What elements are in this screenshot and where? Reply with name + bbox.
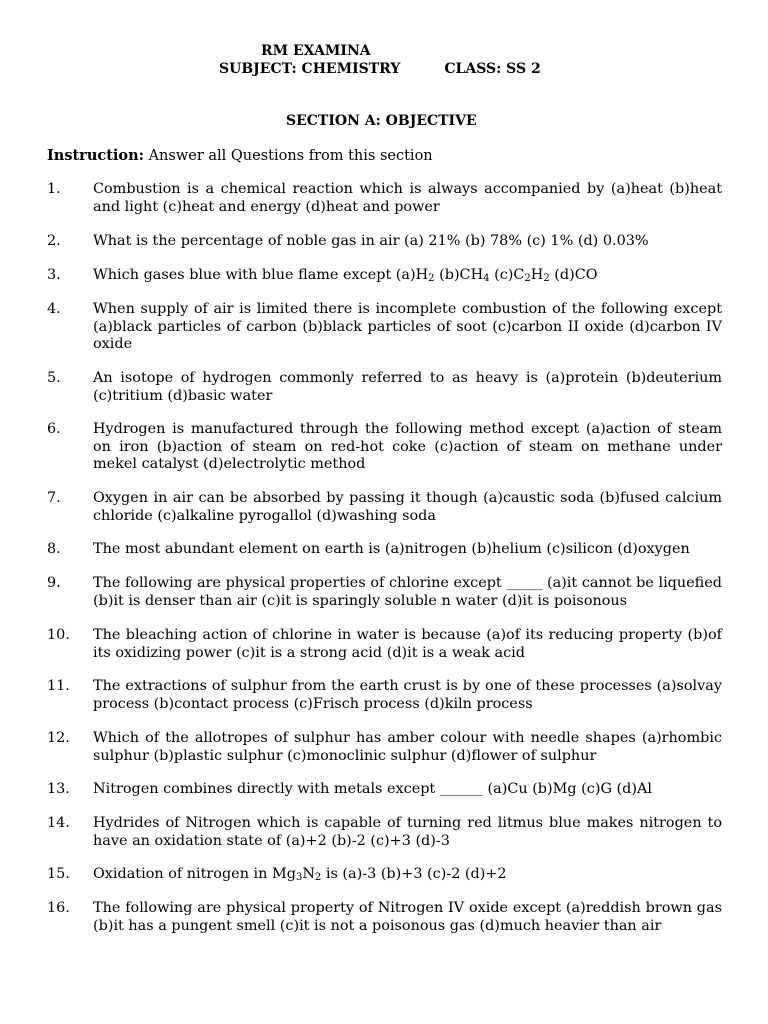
subject-class-line [219,61,541,77]
subject-label: SUBJECT: CHEMISTRY [219,61,401,77]
question-text: Hydrogen is manufactured through the following method except (a)action of steam on iron (b)action of steam on red-hot coke (c)action of steam on methane under mekel catalyst (d)electrolytic method [93,421,722,472]
question-item [47,421,722,474]
question-number: 13. [47,781,70,797]
instruction-label: Instruction: [47,147,144,164]
question-text: The most abundant element on earth is (a)nitrogen (b)helium (c)silicon (d)oxygen [93,541,690,557]
instruction-text: Answer all Questions from this section [143,148,433,164]
question-number: 5. [47,370,61,386]
question-item [47,781,722,799]
question-item [47,815,722,850]
question-text: The following are physical properties of chlorine except _____ (a)it cannot be liquefied (b)it is denser than air (c)it is sparingly soluble n water (d)it is poisonous [93,575,722,609]
school-name: RM EXAMINA [261,43,371,59]
question-number: 9. [47,575,61,591]
question-item [47,900,722,935]
question-text: The following are physical property of Nitrogen IV oxide except (a)reddish brown gas (b)it has a pungent smell (c)it is not a poisonous gas (d)much heavier than air [93,900,722,934]
question-number: 7. [47,490,61,506]
instruction-line [47,147,433,164]
question-number: 8. [47,541,61,557]
question-number: 3. [47,267,61,283]
question-text: Which gases blue with blue flame except $(a)H_2$ $(b)CH_4$ $(c)C_2H_2$ (d)CO [93,267,598,284]
question-item [47,627,722,662]
class-label: CLASS: SS 2 [444,61,541,77]
question-number: 2. [47,233,61,249]
question-text: Oxidation of nitrogen in $Mg_3N_2$ is (a)-3 (b)+3 (c)-2 (d)+2 [93,866,507,883]
question-number: 10. [47,627,70,643]
question-item [47,267,722,285]
question-number: 6. [47,421,61,437]
question-item [47,490,722,525]
question-text: Oxygen in air can be absorbed by passing it though (a)caustic soda (b)fused calcium chloride (c)alkaline pyrogallol (d)washing soda [93,490,722,524]
question-text: Combustion is a chemical reaction which is always accompanied by (a)heat (b)heat and light (c)heat and energy (d)heat and power [93,181,722,215]
question-item [47,541,722,559]
question-item [47,678,722,713]
question-item [47,233,722,251]
question-number: 11. [47,678,70,694]
question-item [47,575,722,610]
question-item [47,370,722,405]
question-number: 4. [47,301,61,317]
question-number: 12. [47,730,70,746]
question-text: Nitrogen combines directly with metals except ______ (a)Cu (b)Mg (c)G (d)Al [93,781,652,797]
question-number: 14. [47,815,70,831]
question-item [47,866,722,884]
question-text: The bleaching action of chlorine in water is because (a)of its reducing property (b)of its oxidizing power (c)it is a strong acid (d)it is a weak acid [93,627,722,661]
question-text: Hydrides of Nitrogen which is capable of turning red litmus blue makes nitrogen to have an oxidation state of (a)+2 (b)-2 (c)+3 (d)-3 [93,815,722,849]
question-text: Which of the allotropes of sulphur has amber colour with needle shapes (a)rhombic sulphur (b)plastic sulphur (c)monoclinic sulphur (d)flower of sulphur [93,730,722,764]
question-item [47,730,722,765]
question-text: What is the percentage of noble gas in air (a) 21% (b) 78% (c) 1% (d) 0.03% [93,233,649,249]
question-text: The extractions of sulphur from the earth crust is by one of these processes (a)solvay process (b)contact process (c)Frisch process (d)kiln process [93,678,722,712]
question-number: 15. [47,866,70,882]
question-item [47,181,722,216]
question-number: 1. [47,181,61,197]
question-number: 16. [47,900,70,916]
question-item [47,301,722,354]
question-text: When supply of air is limited there is incomplete combustion of the following except (a)black particles of carbon (b)black particles of soot (c)carbon II oxide (d)carbon IV oxide [93,301,722,352]
question-text: An isotope of hydrogen commonly referred to as heavy is (a)protein (b)deuterium (c)tritium (d)basic water [93,370,722,404]
section-title: SECTION A: OBJECTIVE [286,113,477,129]
